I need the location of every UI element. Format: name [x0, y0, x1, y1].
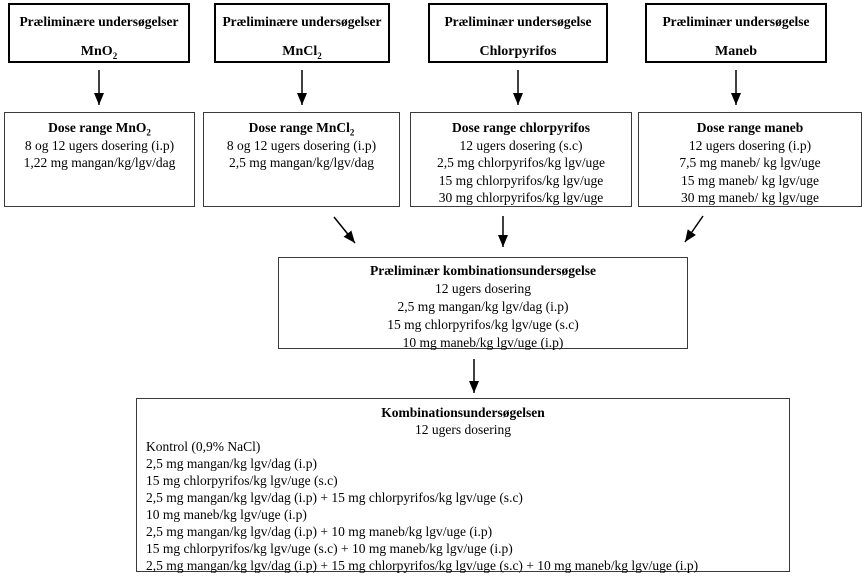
prelim-box-substance: [647, 43, 825, 60]
dose-range-title-text: Dose range maneb: [696, 120, 804, 135]
study-group-line: 15 mg chlorpyrifos/kg lgv/uge (s.c) + 10 mg maneb/kg lgv/uge (i.p): [146, 541, 513, 556]
prelim-box-chlorpyrifos: [428, 3, 608, 63]
combination-study-subtitle: 12 ugers dosering: [415, 422, 511, 437]
prelim-box-title: Præliminær undersøgelse: [662, 14, 810, 29]
prelim-box-title: Præliminære undersøgelser: [222, 14, 382, 29]
study-group-line: 10 mg maneb/kg lgv/uge (i.p): [146, 507, 307, 522]
substance-name: MnO: [80, 44, 113, 59]
dose-range-title-subscript: 2: [146, 127, 151, 138]
substance-subscript: 2: [112, 50, 118, 61]
study-group-line: 15 mg chlorpyrifos/kg lgv/uge (s.c): [146, 473, 338, 488]
dose-line: 30 mg maneb/ kg lgv/uge: [681, 190, 819, 205]
study-group-line: Kontrol (0,9% NaCl): [146, 439, 261, 454]
dose-line: 7,5 mg maneb/ kg lgv/uge: [679, 155, 821, 170]
combination-study-title: Kombinationsundersøgelsen: [381, 405, 545, 420]
study-group-line: 2,5 mg mangan/kg lgv/dag (i.p) + 10 mg maneb/kg lgv/uge (i.p): [146, 524, 493, 539]
preliminary-combination-box: [278, 257, 688, 349]
prelim-box-title: Præliminære undersøgelser: [19, 14, 179, 29]
substance-name: Maneb: [715, 44, 757, 59]
combination-line: 12 ugers dosering: [435, 281, 531, 296]
dose-range-title-text: Dose range chlorpyrifos: [452, 120, 590, 135]
dose-range-title: [411, 119, 631, 137]
study-group-line: 2,5 mg mangan/kg lgv/dag (i.p) + 15 mg chlorpyrifos/kg lgv/uge (s.c): [146, 490, 523, 505]
prelim-box-substance: [216, 43, 388, 60]
dose-line: 12 ugers dosering (i.p): [688, 137, 812, 153]
dose-range-title-subscript: 2: [349, 127, 355, 138]
dose-range-title: [5, 119, 194, 137]
prelim-box-substance: [430, 43, 606, 60]
dose-range-box-mno2: [4, 112, 195, 207]
dose-line: 30 mg chlorpyrifos/kg lgv/uge: [438, 190, 604, 205]
study-group-line: 2,5 mg mangan/kg lgv/dag (i.p): [146, 456, 317, 471]
combination-line: 15 mg chlorpyrifos/kg lgv/uge (s.c): [387, 317, 579, 332]
dose-line: 8 og 12 ugers dosering (i.p): [226, 137, 377, 153]
dose-line: 12 ugers dosering (s.c): [459, 137, 583, 153]
prelim-box-maneb: [645, 3, 827, 63]
combination-study-groups: [137, 438, 789, 574]
study-group-line: 2,5 mg mangan/kg lgv/dag (i.p) + 15 mg chlorpyrifos/kg lgv/uge (s.c) + 10 mg maneb/kg lgv/uge (i.p): [146, 558, 699, 573]
preliminary-combination-title: Præliminær kombinationsundersøgelse: [370, 263, 596, 278]
dose-range-title: [204, 119, 399, 137]
substance-name: MnCl: [282, 44, 318, 59]
substance-name: Chlorpyrifos: [479, 44, 557, 59]
dose-range-box-chlorpyrifos: [410, 112, 632, 207]
prelim-box-mno2: [8, 3, 190, 63]
dose-range-title-text: Dose range MnCl: [248, 120, 350, 135]
dose-line: 1,22 mg mangan/kg/lgv/dag: [23, 155, 176, 170]
arrow-doserange-maneb-to-precombination: [685, 216, 703, 242]
dose-line: 15 mg maneb/ kg lgv/uge: [681, 172, 819, 188]
dose-line: 2,5 mg mangan/kg/lgv/dag: [228, 155, 375, 170]
prelim-box-substance: [10, 43, 188, 60]
dose-range-title-text: Dose range MnO: [48, 120, 147, 135]
dose-line: 8 og 12 ugers dosering (i.p): [24, 137, 175, 153]
dose-range-title: [639, 119, 861, 137]
prelim-box-title: Præliminær undersøgelse: [444, 14, 592, 29]
dose-range-box-maneb: [638, 112, 862, 207]
dose-range-box-mncl2: [203, 112, 400, 207]
arrow-doserange-mncl2-to-precombination: [334, 217, 355, 243]
dose-line: 2,5 mg chlorpyrifos/kg lgv/uge: [437, 155, 605, 170]
combination-study-box: [136, 398, 790, 572]
dose-line: 15 mg chlorpyrifos/kg lgv/uge: [438, 172, 604, 188]
combination-line: 10 mg maneb/kg lgv/uge (i.p): [402, 335, 564, 350]
combination-line: 2,5 mg mangan/kg lgv/dag (i.p): [397, 299, 569, 314]
prelim-box-mncl2: [214, 3, 390, 63]
substance-subscript: 2: [317, 50, 322, 61]
